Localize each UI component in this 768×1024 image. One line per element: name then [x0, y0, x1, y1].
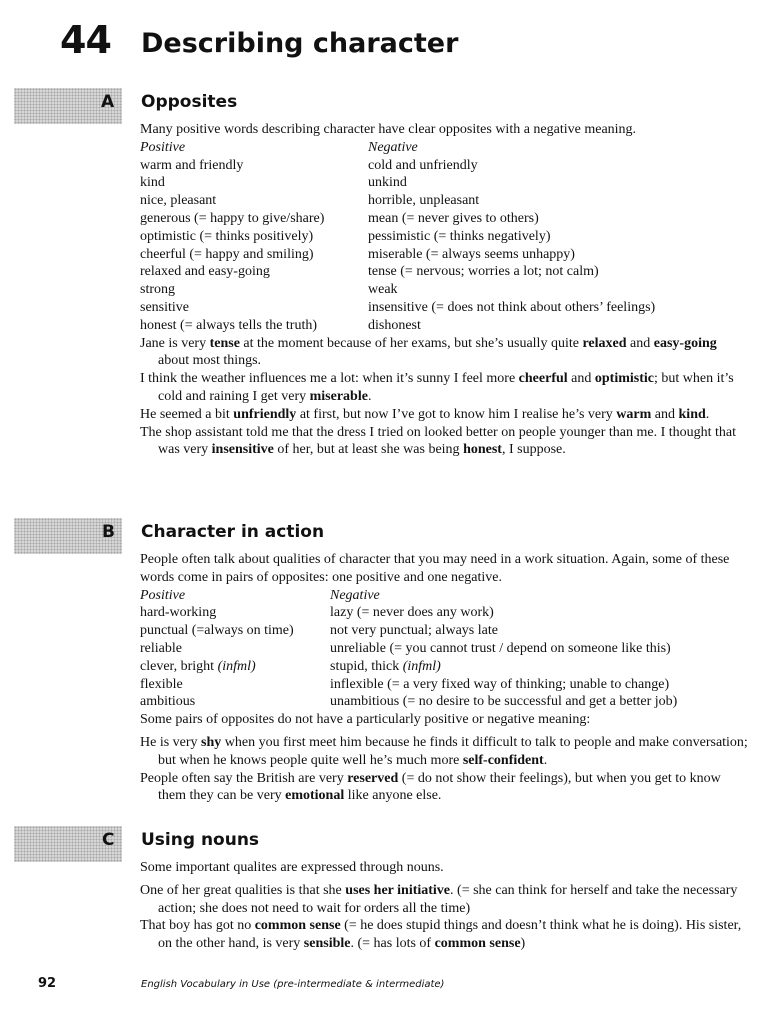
section-a-intro: Many positive words describing character have clear opposites with a negative meaning. — [140, 122, 637, 137]
section-a-example-4: The shop assistant told me that the dress I tried on looked better on people younger than me. I thought that was very insensitive of her, but at least she was being honest, I suppose. — [140, 424, 737, 458]
opposite-pair-row — [140, 317, 748, 335]
negative-header: Negative — [368, 139, 418, 155]
negative-quality: unreliable (= you cannot trust / depend on someone like this) — [330, 640, 671, 656]
negative-word: pessimistic (= thinks negatively) — [368, 228, 551, 244]
work-quality-pair-row — [140, 604, 748, 622]
section-c-letter: C — [102, 830, 115, 850]
section-b-note: Some pairs of opposites do not have a particularly positive or negative meaning: — [140, 712, 591, 728]
positive-header-b: Positive — [140, 587, 186, 603]
section-c-intro: Some important qualites are expressed through nouns. — [140, 860, 444, 875]
negative-word: weak — [368, 282, 398, 298]
opposite-pair-row — [140, 157, 748, 175]
unit-number: 44 — [60, 18, 111, 62]
section-b-pairs — [140, 604, 748, 711]
positive-word: sensitive — [140, 299, 189, 315]
opposite-pair-row — [140, 192, 748, 210]
opposite-pair-row — [140, 210, 748, 228]
positive-quality: clever, bright (infml) — [140, 658, 256, 674]
section-a-example-2: I think the weather influences me a lot: when it’s sunny I feel more cheerful and optimistic; but when it’s cold and raining I get very miserable. — [140, 371, 734, 404]
section-c-example-2: That boy has got no common sense (= he does stupid things and doesn’t think what he is doing). His sister, on the other hand, is very sensible. (= has lots of common sense) — [140, 918, 742, 952]
negative-quality: lazy (= never does any work) — [330, 605, 494, 621]
section-b-body — [140, 551, 748, 805]
positive-word: optimistic (= thinks positively) — [140, 228, 314, 244]
positive-quality: ambitious — [140, 694, 196, 710]
work-quality-pair-row — [140, 693, 748, 711]
positive-word: kind — [140, 175, 165, 191]
work-quality-pair-row — [140, 640, 748, 658]
section-b-intro: People often talk about qualities of character that you may need in a work situation. Again, some of these words come in pairs of opposites: one positive and one negative. — [140, 552, 730, 585]
opposite-pair-row — [140, 263, 748, 281]
opposite-pair-row — [140, 299, 748, 317]
positive-word: warm and friendly — [140, 157, 244, 173]
negative-word: insensitive (= does not think about others’ feelings) — [368, 299, 656, 315]
negative-quality: inflexible (= a very fixed way of thinking; unable to change) — [330, 676, 670, 692]
positive-quality: hard-working — [140, 605, 217, 621]
section-b-header-row — [140, 587, 748, 605]
section-c-title: Using nouns — [141, 830, 260, 850]
positive-quality: reliable — [140, 640, 182, 656]
negative-word: tense (= nervous; worries a lot; not calm) — [368, 264, 599, 280]
section-a-pairs — [140, 157, 748, 335]
opposite-pair-row — [140, 281, 748, 299]
negative-word: unkind — [368, 175, 407, 191]
negative-quality: not very punctual; always late — [330, 623, 498, 639]
negative-quality: unambitious (= no desire to be successful and get a better job) — [330, 694, 678, 710]
work-quality-pair-row — [140, 676, 748, 694]
section-a-example-3: He seemed a bit unfriendly at first, but now I’ve got to know him I realise he’s very warm and kind. — [140, 406, 710, 422]
positive-word: generous (= happy to give/share) — [140, 210, 325, 226]
page-number: 92 — [38, 976, 57, 991]
negative-word: dishonest — [368, 317, 421, 333]
negative-quality: stupid, thick (infml) — [330, 658, 441, 674]
positive-word: strong — [140, 282, 175, 298]
negative-word: horrible, unpleasant — [368, 193, 480, 209]
section-a-body — [140, 121, 748, 459]
positive-header: Positive — [140, 139, 186, 155]
unit-title: Describing character — [141, 28, 459, 59]
section-a-header-row — [140, 139, 748, 157]
section-c-example-1: One of her great qualities is that she uses her initiative. (= she can think for herself and take the necessary action; she does not need to wait for orders all the time) — [140, 882, 738, 916]
work-quality-pair-row — [140, 622, 748, 640]
opposite-pair-row — [140, 174, 748, 192]
opposite-pair-row — [140, 246, 748, 264]
positive-word: honest (= always tells the truth) — [140, 317, 318, 333]
work-quality-pair-row — [140, 658, 748, 676]
section-c-body — [140, 859, 748, 953]
section-a-letter: A — [101, 92, 115, 112]
section-a-example-1: Jane is very tense at the moment because of her exams, but she’s usually quite relaxed and easy-going about most things. — [140, 335, 717, 369]
negative-word: cold and unfriendly — [368, 157, 478, 173]
section-b-example-1: He is very shy when you first meet him because he finds it difficult to talk to people and make conversation; but when he knows people quite well he’s much more self-confident. — [140, 734, 748, 768]
section-b-letter: B — [102, 522, 115, 542]
section-b-title: Character in action — [141, 522, 325, 542]
negative-word: mean (= never gives to others) — [368, 210, 539, 226]
positive-word: relaxed and easy-going — [140, 264, 270, 280]
opposite-pair-row — [140, 228, 748, 246]
positive-word: cheerful (= happy and smiling) — [140, 246, 314, 262]
section-a-title: Opposites — [141, 92, 238, 112]
book-title: English Vocabulary in Use (pre-intermediate & intermediate) — [141, 979, 445, 990]
negative-header-b: Negative — [330, 587, 380, 603]
positive-quality: punctual (=always on time) — [140, 623, 294, 639]
section-b-example-2: People often say the British are very reserved (= do not show their feelings), but when you get to know them they can be very emotional like anyone else. — [140, 770, 721, 804]
negative-word: miserable (= always seems unhappy) — [368, 246, 575, 262]
positive-quality: flexible — [140, 676, 183, 692]
positive-word: nice, pleasant — [140, 193, 217, 209]
